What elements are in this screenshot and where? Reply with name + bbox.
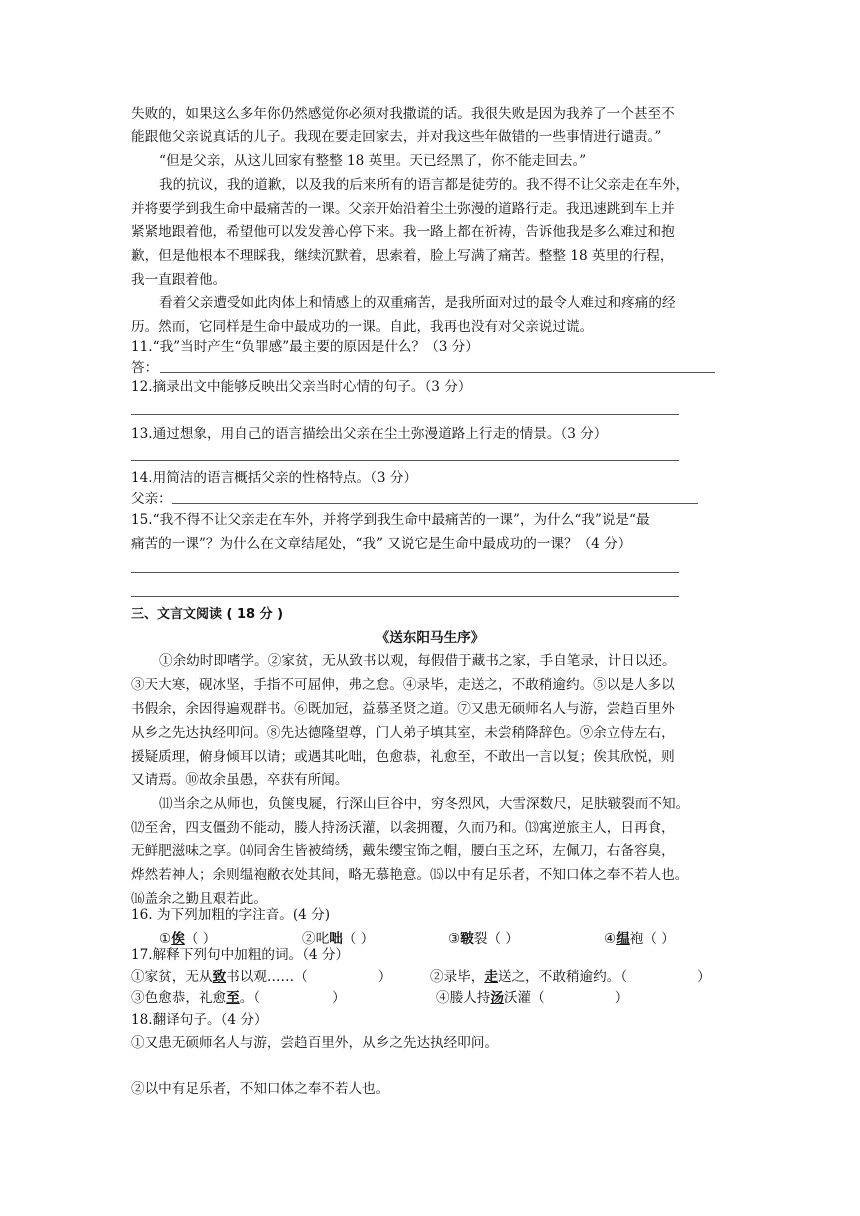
q16-item[interactable]: ②叱咄（ ）: [302, 931, 375, 947]
passage-line: 从乡之先达执经叩问。⑧先达德隆望尊，门人弟子填其室，未尝稍降辞色。⑨余立侍左右，: [131, 725, 675, 741]
question-16: 16. 为下列加粗的字注音。(4 分): [131, 907, 331, 923]
translate-sentence-1: ①又患无硕师名人与游，尝趋百里外，从乡之先达执经叩问。: [131, 1035, 499, 1051]
q17-item[interactable]: ③色愈恭，礼愈至。（ ）: [131, 990, 346, 1006]
passage-line: 烨然若神人；余则缊袍敝衣处其间，略无慕艳意。⒂以中有足乐者，不知口体之奉不若人也。: [131, 867, 689, 883]
q16-item[interactable]: ③皲裂（ ）: [448, 931, 519, 947]
story-line: “但是父亲，从这儿回家有整整 18 英里。天已经黑了，你不能走回去。”: [159, 153, 587, 169]
passage-line: 无鲜肥滋味之享。⒁同舍生皆被绮绣，戴朱缨宝饰之帽，腰白玉之环，左佩刀，右备容臭，: [131, 843, 675, 859]
answer-line-15a[interactable]: [131, 572, 679, 573]
question-15: 15.“我不得不让父亲走在车外，并将学到我生命中最痛苦的一课”，为什么“我”说是“最: [131, 512, 650, 528]
translate-sentence-2: ②以中有足乐者，不知口体之奉不若人也。: [131, 1081, 390, 1097]
story-line: 我一直跟着他。: [131, 272, 227, 288]
answer-line-14[interactable]: [172, 503, 698, 504]
passage-line: ⑾当余之从师也，负箧曳屣，行深山巨谷中，穷冬烈风，大雪深数尺，足肤皲裂而不知。: [159, 796, 690, 812]
answer-line-12[interactable]: [131, 414, 679, 415]
story-line: 历。然而，它同样是生命中最成功的一课。自此，我再也没有对父亲说过谎。: [131, 319, 594, 335]
q16-item[interactable]: ④缊袍（ ）: [604, 931, 675, 947]
answer-label-11: 答：: [131, 360, 159, 376]
passage-line: 援疑质理，俯身倾耳以请；或遇其叱咄，色愈恭，礼愈至，不敢出一言以复；俟其欣悦，则: [131, 749, 675, 765]
story-line: 失败的，如果这么多年你仍然感觉你必须对我撒谎的话。我很失败是因为我养了一个甚至不: [131, 106, 675, 122]
passage-line: ①余幼时即嗜学。②家贫，无从致书以观，每假借于藏书之家，手自笔录，计日以还。: [159, 653, 676, 669]
story-line: 我的抗议，我的道歉，以及我的后来所有的语言都是徒劳的。我不得不让父亲走在车外，: [159, 177, 690, 193]
story-line: 能跟他父亲说真话的儿子。我现在要走回家去，并对我这些年做错的一些事情进行谴责。”: [131, 129, 662, 145]
answer-line-15b[interactable]: [131, 596, 679, 597]
passage-line: 书假余，余因得遍观群书。⑥既加冠，益慕圣贤之道。⑦又患无硕师名人与游，尝趋百里外: [131, 701, 675, 717]
answer-line-13[interactable]: [131, 460, 679, 461]
question-17: 17.解释下列句中加粗的词。（4 分）: [131, 947, 350, 963]
story-line: 歉，但是他根本不理睬我，继续沉默着，思索着，脸上写满了痛苦。整整 18 英里的行程，: [131, 248, 674, 264]
question-18: 18.翻译句子。（4 分）: [131, 1012, 268, 1028]
q17-item[interactable]: ①家贫，无从致书以观……（ ）: [131, 969, 392, 985]
passage-line: 又请焉。⑩故余虽愚，卒获有所闻。: [131, 772, 349, 788]
question-13: 13.通过想象，用自己的语言描绘出父亲在尘土弥漫道路上行走的情景。（3 分）: [131, 426, 608, 442]
question-12: 12.摘录出文中能够反映出父亲当时心情的句子。（3 分）: [131, 379, 472, 395]
q17-item[interactable]: ②录毕，走送之，不敢稍逾约。（ ）: [430, 969, 711, 985]
answer-label-14: 父亲：: [131, 491, 172, 507]
question-11: 11.“我”当时产生“负罪感”最主要的原因是什么？（3 分）: [131, 339, 479, 355]
q16-item[interactable]: ①俟（ ）: [159, 931, 217, 947]
passage-line: ③天大寒，砚冰坚，手指不可屈伸，弗之怠。④录毕，走送之，不敢稍逾约。⑤以是人多以: [131, 677, 675, 693]
story-line: 并将要学到我生命中最痛苦的一课。父亲开始沿着尘土弥漫的道路行走。我迅速跳到车上并: [131, 201, 675, 217]
story-line: 紧紧地跟着他，希望他可以发发善心停下来。我一路上都在祈祷，告诉他我是多么难过和抱: [131, 224, 675, 240]
question-14: 14.用简洁的语言概括父亲的性格特点。（3 分）: [131, 470, 418, 486]
question-15-cont: 痛苦的一课”？为什么在文章结尾处，“我” 又说它是生命中最成功的一课？（4 分）: [131, 536, 632, 552]
passage-line: ⒃盖余之勤且艰若此。: [131, 891, 267, 907]
q17-item[interactable]: ④媵人持汤沃灌（ ）: [436, 990, 629, 1006]
answer-line-11[interactable]: [160, 372, 715, 373]
section-heading: 三、文言文阅读 ( 18 分 ): [131, 607, 284, 622]
passage-title: 《送东阳马生序》: [375, 630, 485, 646]
story-line: 看着父亲遭受如此肉体上和情感上的双重痛苦，是我所面对过的最令人难过和疼痛的经: [159, 295, 676, 311]
passage-line: ⑿至舍，四支僵劲不能动，媵人持汤沃灌，以衾拥覆，久而乃和。⒀寓逆旅主人，日再食，: [131, 820, 675, 836]
